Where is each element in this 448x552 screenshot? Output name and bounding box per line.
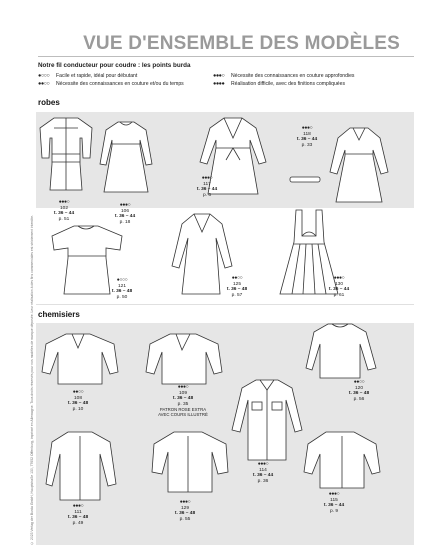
legend-text: Nécessite des connaissances en couture approfondies bbox=[231, 73, 355, 79]
difficulty-dots-icon: ●○○○ bbox=[116, 277, 128, 283]
difficulty-dots-icon: ●○○○ bbox=[38, 73, 50, 79]
model-sizes: t. 36 – 44 bbox=[114, 214, 136, 220]
model-115-caption bbox=[324, 492, 344, 514]
model-page: p. 36 bbox=[257, 478, 269, 484]
model-125-caption bbox=[227, 276, 247, 298]
difficulty-dots-icon: ●●●○ bbox=[201, 175, 213, 181]
model-sizes: t. 36 – 48 bbox=[67, 401, 89, 407]
difficulty-dots-icon: ●●●○ bbox=[119, 202, 131, 208]
model-page: p. 61 bbox=[333, 292, 345, 298]
model-sizes: t. 36 – 44 bbox=[328, 287, 350, 293]
model-120-caption bbox=[349, 380, 369, 402]
model-108-caption bbox=[68, 390, 88, 412]
model-sizes: t. 36 – 48 bbox=[174, 511, 196, 517]
section-title-chemisiers: chemisiers bbox=[38, 310, 80, 319]
model-sizes: t. 36 – 48 bbox=[348, 391, 370, 397]
model-109-caption bbox=[155, 385, 211, 417]
model-number: 111 bbox=[74, 509, 82, 515]
legend-item bbox=[38, 80, 184, 88]
model-number: 129 bbox=[180, 505, 189, 511]
model-114-caption bbox=[253, 462, 273, 484]
difficulty-dots-icon: ●●●○ bbox=[257, 461, 269, 467]
difficulty-dots-icon: ●●●○ bbox=[213, 73, 225, 79]
model-page: p. 33 bbox=[301, 142, 313, 148]
shirt-115-illustration bbox=[302, 428, 382, 500]
model-page: p. 56 bbox=[353, 396, 365, 402]
difficulty-dots-icon: ●●●○ bbox=[301, 125, 313, 131]
legend-text: Nécessite des connaissances en couture et/ou du temps bbox=[56, 81, 184, 87]
difficulty-dots-icon: ●●●○ bbox=[179, 499, 191, 505]
model-number: 118 bbox=[303, 131, 311, 137]
blouse-109-illustration bbox=[144, 330, 224, 390]
section-title-robes: robes bbox=[38, 98, 60, 107]
model-page: p. 9 bbox=[329, 508, 338, 514]
model-number: 108 bbox=[73, 395, 82, 401]
difficulty-dots-icon: ●●○○ bbox=[231, 275, 243, 281]
model-number: 115 bbox=[330, 497, 338, 503]
page-title: VUE D'ENSEMBLE DES MODÈLES bbox=[83, 33, 400, 54]
difficulty-dots-icon: ●●○○ bbox=[353, 379, 365, 385]
model-number: 106 bbox=[120, 208, 129, 214]
model-number: 117 bbox=[203, 181, 211, 187]
model-number: 121 bbox=[117, 283, 126, 289]
legend-text: Réalisation difficile, avec des finitions compliquées bbox=[231, 81, 346, 87]
model-number: 125 bbox=[232, 281, 241, 287]
legend-text: Facile et rapide, idéal pour débutant bbox=[56, 73, 138, 79]
model-page: p. 51 bbox=[58, 216, 70, 222]
shirt-111-illustration bbox=[44, 428, 120, 508]
dress-118-illustration bbox=[326, 124, 392, 210]
model-page: p. 35 bbox=[177, 401, 189, 407]
model-sizes: t. 36 – 44 bbox=[53, 211, 75, 217]
difficulty-dots-icon: ●●●○ bbox=[177, 384, 189, 390]
model-page: p. 18 bbox=[119, 219, 131, 225]
model-111-caption bbox=[68, 504, 88, 526]
model-page: p. 49 bbox=[72, 520, 84, 526]
model-102-caption bbox=[54, 200, 74, 222]
difficulty-dots-icon: ●●●○ bbox=[58, 199, 70, 205]
difficulty-dots-icon: ●●○○ bbox=[72, 389, 84, 395]
model-129-caption bbox=[175, 500, 195, 522]
model-number: 114 bbox=[259, 467, 267, 473]
model-sizes: t. 36 – 44 bbox=[252, 473, 274, 479]
model-number: 130 bbox=[334, 281, 343, 287]
model-page: p. 55 bbox=[179, 516, 191, 522]
model-121-caption bbox=[112, 278, 132, 300]
blouse-120-illustration bbox=[304, 320, 378, 386]
model-118-caption bbox=[297, 126, 317, 148]
legend-item bbox=[213, 72, 354, 80]
model-sizes: t. 36 – 48 bbox=[111, 289, 133, 295]
model-number: 120 bbox=[354, 385, 363, 391]
model-sizes: t. 36 – 44 bbox=[196, 187, 218, 193]
belt-illustration bbox=[288, 174, 324, 186]
legend-left bbox=[38, 72, 184, 88]
difficulty-dots-icon: ●●●● bbox=[213, 81, 225, 87]
copyright-text: © 2023 Verlag der Burda GmbH, Hauptstraße 130, 77652 Offenburg, imprimé en Allemagne. Tous droits réservés pour nos modèles de marque déposée. Leur réalisation à des fins commerciales est strictement interdite. bbox=[30, 215, 34, 545]
model-sizes: t. 36 – 44 bbox=[296, 137, 318, 143]
model-page: p. 50 bbox=[116, 294, 128, 300]
legend-item bbox=[38, 72, 184, 80]
legend-right bbox=[213, 72, 354, 88]
blouse-108-illustration bbox=[40, 330, 120, 390]
difficulty-dots-icon: ●●●○ bbox=[328, 491, 340, 497]
legend-item bbox=[213, 80, 354, 88]
model-page: p. 10 bbox=[72, 406, 84, 412]
model-page: p. 6 bbox=[202, 192, 211, 198]
shirtdress-114-illustration bbox=[230, 376, 306, 464]
shirt-129-illustration bbox=[150, 428, 230, 498]
page-subtitle: Notre fil conducteur pour coudre : les points burda bbox=[38, 62, 191, 69]
title-divider bbox=[38, 56, 414, 57]
model-sizes: t. 36 – 44 bbox=[323, 503, 345, 509]
model-page: p. 57 bbox=[231, 292, 243, 298]
model-number: 109 bbox=[178, 390, 187, 396]
model-sizes: t. 36 – 48 bbox=[172, 396, 194, 402]
model-note: PATRON ROSE EXTRA AVEC COURS ILLUSTRÉ bbox=[158, 407, 208, 418]
model-130-caption bbox=[329, 276, 349, 298]
dress-106-illustration bbox=[96, 118, 156, 204]
model-number: 102 bbox=[59, 205, 68, 211]
difficulty-dots-icon: ●●●○ bbox=[333, 275, 345, 281]
model-117-caption bbox=[197, 176, 217, 198]
difficulty-dots-icon: ●●○○ bbox=[38, 81, 50, 87]
difficulty-dots-icon: ●●●○ bbox=[72, 503, 84, 509]
model-sizes: t. 36 – 48 bbox=[226, 287, 248, 293]
model-sizes: t. 36 – 48 bbox=[67, 515, 89, 521]
dress-102-illustration bbox=[36, 114, 96, 200]
